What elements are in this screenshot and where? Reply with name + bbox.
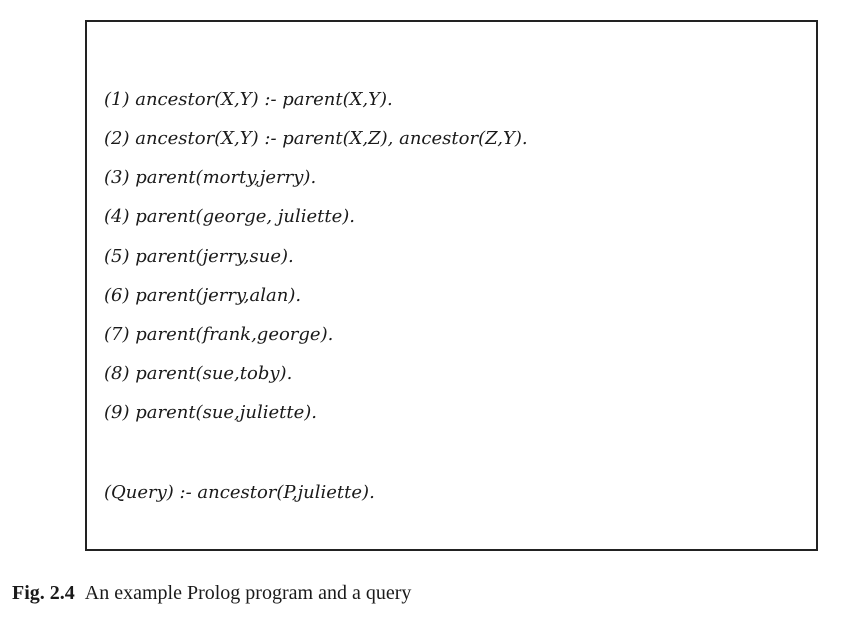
clause-2: (2) ancestor(X,Y) :- parent(X,Z), ancestor(Z,Y).: [104, 128, 528, 149]
clause-1: (1) ancestor(X,Y) :- parent(X,Y).: [104, 89, 393, 110]
query-clause: (Query) :- ancestor(P,juliette).: [104, 482, 375, 503]
figure-label: Fig. 2.4: [12, 582, 75, 604]
clause-3: (3) parent(morty,jerry).: [104, 167, 317, 188]
clause-9: (9) parent(sue,juliette).: [104, 402, 317, 423]
clause-8: (8) parent(sue,toby).: [104, 363, 293, 384]
figure-caption-text: An example Prolog program and a query: [84, 582, 412, 604]
figure-caption: [12, 582, 411, 605]
clause-7: (7) parent(frank,george).: [104, 324, 334, 345]
clause-4: (4) parent(george, juliette).: [104, 206, 356, 227]
prolog-program-box: [85, 20, 818, 551]
clause-6: (6) parent(jerry,alan).: [104, 285, 302, 306]
clause-5: (5) parent(jerry,sue).: [104, 246, 294, 267]
